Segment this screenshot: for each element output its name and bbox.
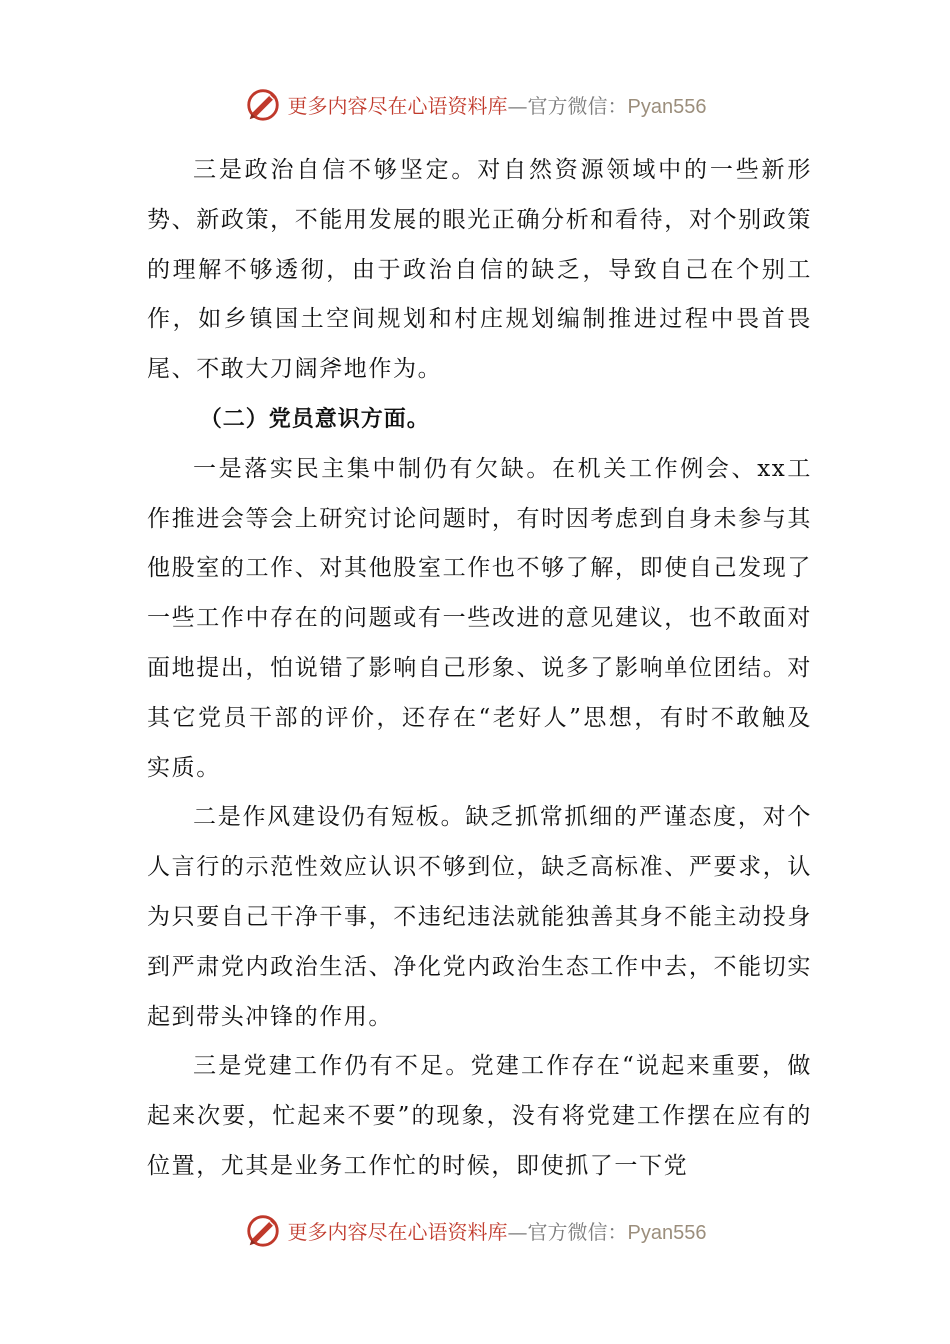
document-body — [147, 146, 812, 1192]
banner-text — [288, 90, 707, 119]
pen-logo-icon — [244, 85, 282, 123]
section-heading-party-awareness: （二）党员意识方面。 — [199, 406, 430, 432]
banner-wechat-label: 官方微信： — [527, 93, 628, 118]
banner-wechat-id: Pyan556 — [627, 1221, 707, 1244]
paragraph-democratic-centralism: 一是落实民主集中制仍有欠缺。在机关工作例会、xx工作推进会等会上研究讨论问题时，有时因考虑到自身未参与其他股室的工作、对其他股室工作也不够了解，即使自己发现了一些工作中存在的问题或有一些改进的意见建议，也不敢面对面地提出，怕说错了影响自己形象、说多了影响单位团结。对其它党员干部的评价，还存在“老好人”思想，有时不敢触及实质。 — [147, 455, 812, 781]
banner-separator: — — [507, 93, 528, 118]
banner-site-text: 更多内容尽在心语资料库 — [287, 1219, 508, 1244]
pen-logo-icon — [244, 1211, 282, 1249]
paragraph-work-style: 二是作风建设仍有短板。缺乏抓常抓细的严谨态度，对个人言行的示范性效应认识不够到位，缺乏高标准、严要求，认为只要自己干净干事，不违纪违法就能独善其身不能主动投身到严肃党内政治生活、净化党内政治生态工作中去，不能切实起到带头冲锋的作用。 — [147, 804, 812, 1030]
banner-site-text: 更多内容尽在心语资料库 — [287, 93, 508, 118]
paragraph-party-building: 三是党建工作仍有不足。党建工作存在“说起来重要，做起来次要，忙起来不要”的现象，没有将党建工作摆在应有的位置，尤其是业务工作忙的时候，即使抓了一下党 — [147, 1053, 812, 1179]
banner-separator: — — [507, 1219, 528, 1244]
header-watermark-banner — [0, 84, 950, 124]
banner-text — [288, 1216, 707, 1245]
paragraph-political-confidence: 三是政治自信不够坚定。对自然资源领域中的一些新形势、新政策，不能用发展的眼光正确分析和看待，对个别政策的理解不够透彻，由于政治自信的缺乏，导致自己在个别工作，如乡镇国土空间规划和村庄规划编制推进过程中畏首畏尾、不敢大刀阔斧地作为。 — [147, 157, 812, 383]
banner-wechat-id: Pyan556 — [627, 95, 707, 118]
banner-wechat-label: 官方微信： — [527, 1219, 628, 1244]
footer-watermark-banner — [0, 1210, 950, 1250]
